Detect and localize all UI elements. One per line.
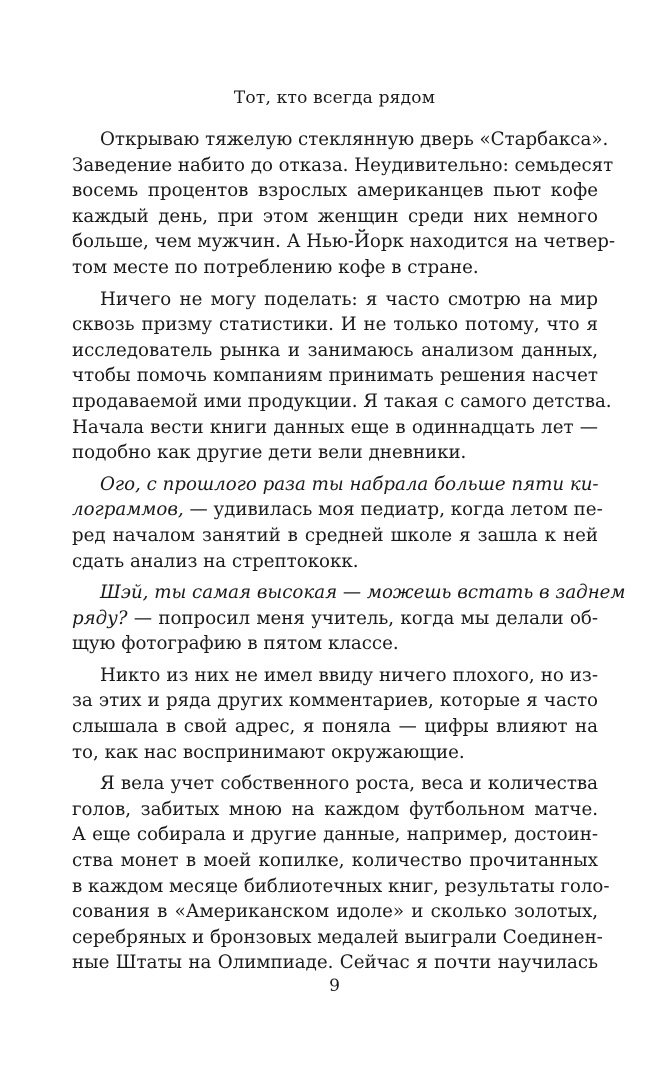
text-run: Я вела учет собственного роста, веса и количества	[100, 773, 598, 795]
text-line	[72, 415, 598, 441]
text-run: сдать анализ на стрептококк.	[72, 550, 359, 572]
paragraph	[72, 472, 603, 574]
text-line	[72, 771, 598, 797]
paragraph	[72, 580, 626, 657]
text-line	[72, 363, 598, 389]
text-run: за этих и ряда других комментариев, которые я часто	[72, 690, 598, 712]
text-run: щую фотографию в пятом классе.	[72, 633, 399, 655]
text-line	[72, 848, 598, 874]
text-run: Заведение набито до отказа. Неудивительно: семьдесят	[72, 154, 614, 176]
text-line	[72, 688, 598, 714]
body-text	[72, 127, 626, 976]
text-run: исследователь рынка и занимаюсь анализом данных,	[72, 339, 598, 361]
paragraph	[72, 663, 598, 765]
text-run: продаваемой ими продукции. Я такая с самого детства.	[72, 390, 612, 412]
text-line	[72, 389, 612, 415]
text-line	[72, 440, 598, 466]
text-line	[72, 312, 598, 338]
text-run: слышала в свой адрес, я поняла — цифры влияют на	[72, 716, 598, 738]
text-run: — попросил меня учитель, когда мы делали об-	[127, 607, 598, 629]
text-run: Никто из них не имел ввиду ничего плохого, но из-	[100, 664, 598, 686]
italic-run: ряду?	[72, 607, 128, 629]
text-run: голов, забитых мною на каждом футбольном матче.	[72, 798, 598, 820]
text-line	[72, 714, 598, 740]
text-line	[72, 287, 598, 313]
text-line	[72, 497, 603, 523]
italic-run: Шэй, ты самая высокая — можешь встать в заднем	[100, 582, 626, 604]
text-line	[72, 153, 614, 179]
text-run: сквозь призму статистики. И не только потому, что я	[72, 314, 598, 336]
text-line	[72, 472, 598, 498]
text-line	[72, 178, 598, 204]
text-run: восемь процентов взрослых американцев пьют кофе	[72, 180, 598, 202]
italic-run: Ого, с прошлого раза ты набрала больше пяти ки-	[100, 473, 599, 495]
text-run: чтобы помочь компаниям принимать решения насчет	[72, 365, 598, 387]
text-run: А еще собирала и другие данные, например, достоин-	[72, 824, 598, 846]
text-line	[72, 631, 598, 657]
text-run: в каждом месяце библиотечных книг, результаты голо-	[72, 875, 610, 897]
italic-run: лограммов,	[72, 499, 184, 521]
text-run: то, как нас воспринимают окружающие.	[72, 741, 465, 763]
text-line	[72, 255, 598, 281]
text-run: сования в «Американском идоле» и сколько золотых,	[72, 901, 598, 923]
text-run: Начала вести книги данных еще в одиннадцать лет —	[72, 416, 598, 438]
paragraph	[72, 287, 612, 466]
running-head: Тот, кто всегда рядом	[233, 88, 436, 108]
text-run: каждый день, при этом женщин среди них немного	[72, 205, 598, 227]
text-run: больше, чем мужчин. А Нью-Йорк находится на четвер-	[72, 231, 615, 253]
text-line	[72, 229, 615, 255]
text-run: ства монет в моей копилке, количество прочитанных	[72, 850, 598, 872]
text-line	[72, 204, 598, 230]
text-line	[72, 822, 598, 848]
text-line	[72, 338, 598, 364]
text-line	[72, 740, 598, 766]
text-run: Ничего не могу поделать: я часто смотрю на мир	[100, 288, 598, 310]
text-line	[72, 580, 626, 606]
text-line	[72, 950, 598, 976]
text-line	[72, 663, 598, 689]
paragraph	[72, 771, 610, 976]
paragraph	[72, 127, 615, 281]
text-run: ные Штаты на Олимпиаде. Сейчас я почти научилась	[72, 952, 598, 974]
text-run: серебряных и бронзовых медалей выиграли Соединен-	[72, 926, 603, 948]
text-run: Открываю тяжелую стеклянную дверь «Старбакса».	[100, 129, 609, 150]
text-run: том месте по потреблению кофе в стране.	[72, 256, 479, 278]
text-line	[72, 523, 598, 549]
text-line	[72, 797, 598, 823]
text-run: подобно как другие дети вели дневники.	[72, 442, 467, 464]
text-run: ред началом занятий в средней школе я зашла к ней	[72, 524, 598, 546]
text-run: — удивилась моя педиатр, когда летом пе-	[183, 499, 603, 521]
text-line	[72, 606, 598, 632]
text-line	[72, 874, 610, 900]
text-line	[72, 127, 609, 153]
text-line	[72, 925, 603, 951]
text-line	[72, 899, 598, 925]
page-number: 9	[329, 976, 340, 996]
text-line	[72, 549, 598, 575]
